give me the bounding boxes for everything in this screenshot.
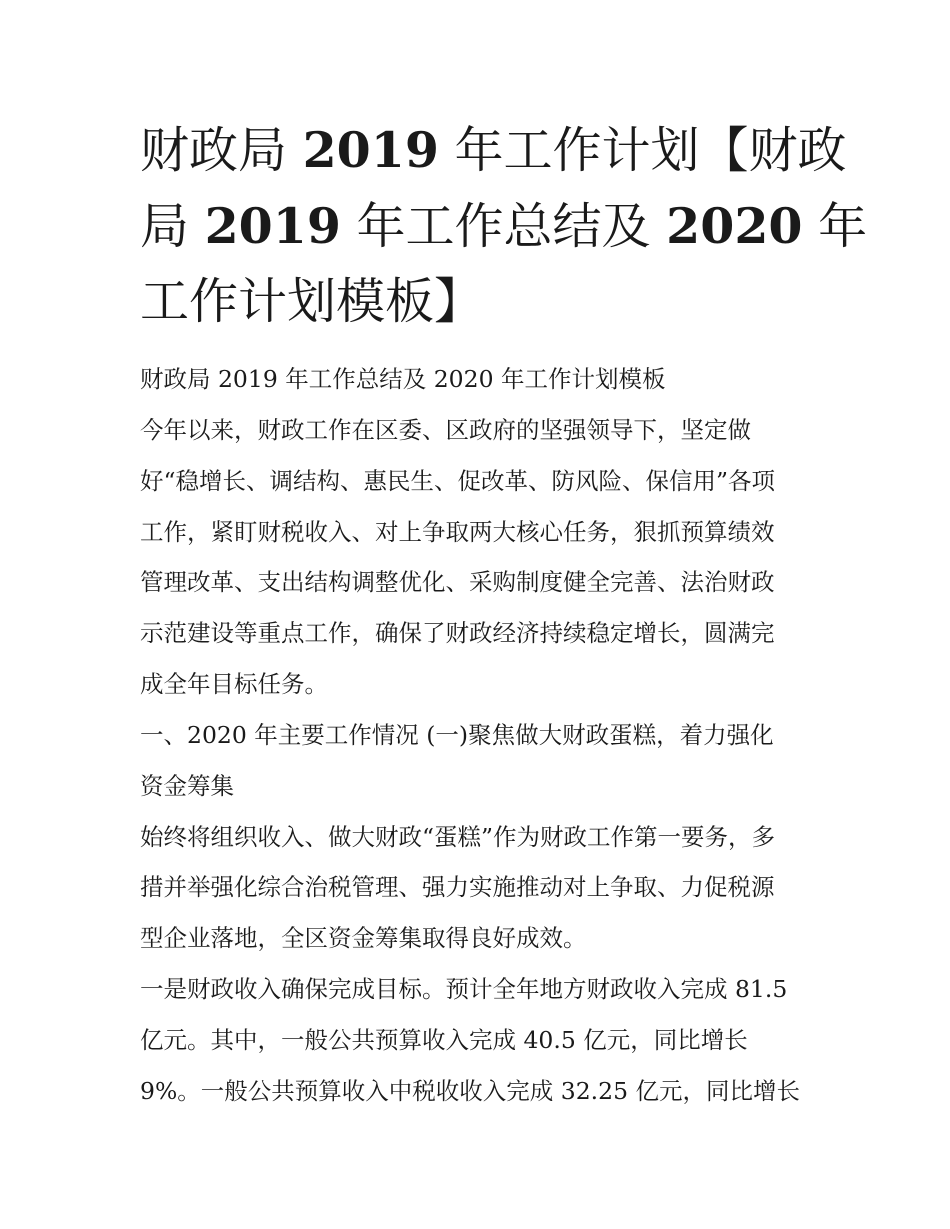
body-line: 工作，紧盯财税收入、对上争取两大核心任务，狠抓预算绩效 bbox=[140, 517, 775, 546]
body-line: 今年以来，财政工作在区委、区政府的坚强领导下，坚定做 bbox=[140, 415, 751, 444]
title-line: 财政局 2019 年工作计划【财政 bbox=[140, 121, 847, 179]
document-body bbox=[140, 354, 840, 1117]
body-line: 示范建设等重点工作，确保了财政经济持续稳定增长，圆满完 bbox=[140, 619, 775, 648]
body-line: 始终将组织收入、做大财政“蛋糕”作为财政工作第一要务，多 bbox=[140, 822, 776, 851]
body-line: 成全年目标任务。 bbox=[140, 670, 328, 699]
body-line: 亿元。其中，一般公共预算收入完成 40.5 亿元，同比增长 bbox=[140, 1025, 748, 1054]
body-line: 资金筹集 bbox=[140, 771, 234, 800]
body-line: 一、2020 年主要工作情况 (一)聚焦做大财政蛋糕，着力强化 bbox=[140, 720, 774, 749]
body-line: 型企业落地，全区资金筹集取得良好成效。 bbox=[140, 924, 587, 953]
body-line: 措并举强化综合治税管理、强力实施推动对上争取、力促税源 bbox=[140, 873, 775, 902]
body-line: 好“稳增长、调结构、惠民生、促改革、防风险、保信用”各项 bbox=[140, 466, 776, 495]
body-line: 一是财政收入确保完成目标。预计全年地方财政收入完成 81.5 bbox=[140, 975, 788, 1004]
title-line: 工作计划模板】 bbox=[140, 273, 484, 330]
body-line: 9%。一般公共预算收入中税收收入完成 32.25 亿元，同比增长 bbox=[140, 1076, 800, 1105]
body-line: 财政局 2019 年工作总结及 2020 年工作计划模板 bbox=[140, 365, 666, 393]
title-line: 局 2019 年工作总结及 2020 年 bbox=[140, 197, 868, 255]
document-title bbox=[140, 112, 868, 340]
body-line: 管理改革、支出结构调整优化、采购制度健全完善、法治财政 bbox=[140, 568, 775, 597]
